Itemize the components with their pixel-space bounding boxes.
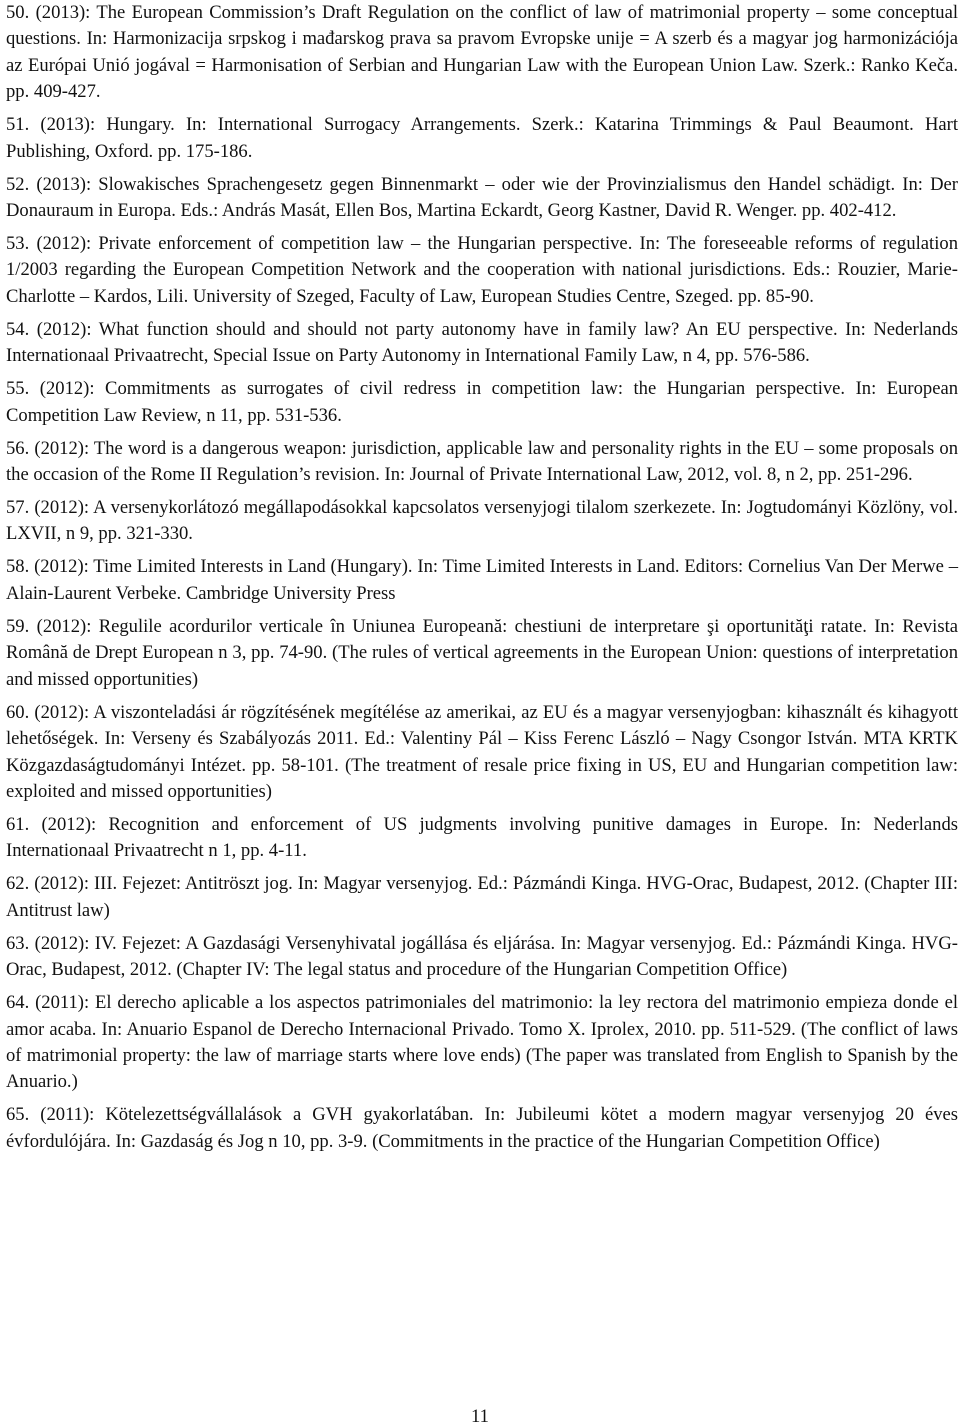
- bibliography-entry: [6, 812, 958, 865]
- bibliography-entry: [6, 0, 958, 106]
- entry-number: 59.: [6, 615, 30, 637]
- entry-number: 60.: [6, 701, 30, 723]
- entry-text: (2012): A viszonteladási ár rögzítésének megítélése az amerikai, az EU és a magyar versenyjogban: kihasznált és kihagyott lehetőségek. In: Verseny és Szabályozás 2011. Ed.: Valentiny Pál – Kiss Ferenc László – Nagy Csongor István. MTA KRTK Közgazdaságtudományi Intézet. pp. 58-101. (The treatment of resale price fixing in US, EU and Hungarian competition law: exploited and missed opportunities): [6, 701, 958, 802]
- entry-text: (2012): Time Limited Interests in Land (Hungary). In: Time Limited Interests in Land. Editors: Cornelius Van Der Merwe – Alain-Laurent Verbeke. Cambridge University Press: [6, 556, 958, 604]
- entry-number: 50.: [6, 2, 30, 23]
- entry-text: (2012): IV. Fejezet: A Gazdasági Versenyhivatal jogállása és eljárása. In: Magyar versenyjog. Ed.: Pázmándi Kinga. HVG-Orac, Budapest, 2012. (Chapter IV: The legal status and procedure of the Hungarian Competition Office): [6, 932, 958, 981]
- bibliography-entry: [6, 376, 958, 429]
- entry-text: (2012): Recognition and enforcement of US judgments involving punitive damages in Europe. In: Nederlands Internationaal Privaatrecht n 1, pp. 4-11.: [6, 813, 958, 862]
- entry-text: (2011): Kötelezettségvállalások a GVH gyakorlatában. In: Jubileumi kötet a modern magyar versenyjog 20 éves évfordulójára. In: Gazdaság és Jog n 10, pp. 3-9. (Commitments in the practice of the Hungarian Competition Office): [6, 1104, 958, 1152]
- entry-number: 51.: [6, 114, 30, 136]
- bibliography-entry: [6, 317, 958, 370]
- entry-text: (2012): Private enforcement of competition law – the Hungarian perspective. In: The foreseeable reforms of regulation 1/2003 regarding the European Competition Network and the cooperation with national jurisdictions. Eds.: Rouzier, Marie-Charlotte – Kardos, Lili. University of Szeged, Faculty of Law, European Studies Centre, Szeged. pp. 85-90.: [6, 233, 958, 307]
- entry-text: (2011): El derecho aplicable a los aspectos patrimoniales del matrimonio: la ley rectora del matrimonio empieza donde el amor acaba. In: Anuario Espanol de Derecho Internacional Privado. Tomo X. Iprolex, 2010. pp. 511-529. (The conflict of laws of matrimonial property: the law of marriage starts where love ends) (The paper was translated from English to Spanish by the Anuario.): [6, 992, 958, 1093]
- bibliography-entry: [6, 871, 958, 924]
- entry-text: (2013): Hungary. In: International Surrogacy Arrangements. Szerk.: Katarina Trimmings & Paul Beaumont. Hart Publishing, Oxford. pp. 175-186.: [6, 114, 959, 162]
- bibliography-entry: [6, 436, 958, 489]
- bibliography-entry: [6, 931, 958, 984]
- bibliography-entry: [6, 172, 958, 225]
- bibliography-entry: [6, 495, 958, 548]
- entry-number: 56.: [6, 437, 30, 459]
- entry-text: (2012): What function should and should not party autonomy have in family law? An EU perspective. In: Nederlands Internationaal Privaatrecht, Special Issue on Party Autonomy in International Family Law, n 4, pp. 576-586.: [6, 318, 958, 367]
- bibliography-entry: [6, 700, 958, 806]
- entry-number: 63.: [6, 932, 30, 954]
- bibliography-entry: [6, 1102, 958, 1155]
- entry-number: 64.: [6, 992, 30, 1014]
- entry-number: 53.: [6, 233, 30, 255]
- bibliography-entry: [6, 990, 958, 1096]
- bibliography-list: [6, 0, 958, 1162]
- entry-text: (2012): A versenykorlátozó megállapodásokkal kapcsolatos versenyjogi tilalom szerkezete. In: Jogtudományi Közlöny, vol. LXVII, n 9, pp. 321-330.: [6, 497, 958, 545]
- entry-text: (2013): The European Commission’s Draft Regulation on the conflict of law of matrimonial property – some conceptual questions. In: Harmonizacija srpskog i mađarskog prava sa pravom Evropske unije = A szerb és a magyar jog harmonizációja az Európai Unió jogával = Harmonisation of Serbian and Hungarian Law with the European Union Law. Szerk.: Ranko Keča. pp. 409-427.: [6, 2, 958, 103]
- bibliography-entry: [6, 554, 958, 607]
- entry-number: 57.: [6, 497, 30, 519]
- bibliography-entry: [6, 112, 958, 165]
- entry-number: 55.: [6, 378, 30, 400]
- entry-number: 62.: [6, 873, 30, 895]
- entry-number: 61.: [6, 813, 30, 835]
- entry-text: (2012): III. Fejezet: Antitröszt jog. In: Magyar versenyjog. Ed.: Pázmándi Kinga. HVG-Orac, Budapest, 2012. (Chapter III: Antitrust law): [6, 873, 958, 921]
- entry-text: (2012): Regulile acordurilor verticale în Uniunea Europeană: chestiuni de interpretare şi oportunităţi ratate. In: Revista Română de Drept European n 3, pp. 74-90. (The rules of vertical agreements in the European Union: questions of interpretation and missed opportunities): [6, 615, 959, 690]
- entry-text: (2012): Commitments as surrogates of civil redress in competition law: the Hungarian perspective. In: European Competition Law Review, n 11, pp. 531-536.: [6, 378, 958, 426]
- bibliography-entry: [6, 614, 958, 693]
- bibliography-entry: [6, 231, 958, 310]
- entry-number: 52.: [6, 173, 30, 195]
- entry-number: 58.: [6, 556, 30, 578]
- entry-number: 65.: [6, 1104, 30, 1126]
- entry-text: (2012): The word is a dangerous weapon: jurisdiction, applicable law and personality rights in the EU – some proposals on the occasion of the Rome II Regulation’s revision. In: Journal of Private International Law, 2012, vol. 8, n 2, pp. 251-296.: [6, 437, 958, 486]
- entry-number: 54.: [6, 318, 30, 340]
- entry-text: (2013): Slowakisches Sprachengesetz gegen Binnenmarkt – oder wie der Provinzialismus den Handel schädigt. In: Der Donauraum in Europa. Eds.: András Masát, Ellen Bos, Martina Eckardt, Georg Kastner, David R. Wenger. pp. 402-412.: [6, 173, 958, 222]
- page-number: 11: [471, 1406, 489, 1427]
